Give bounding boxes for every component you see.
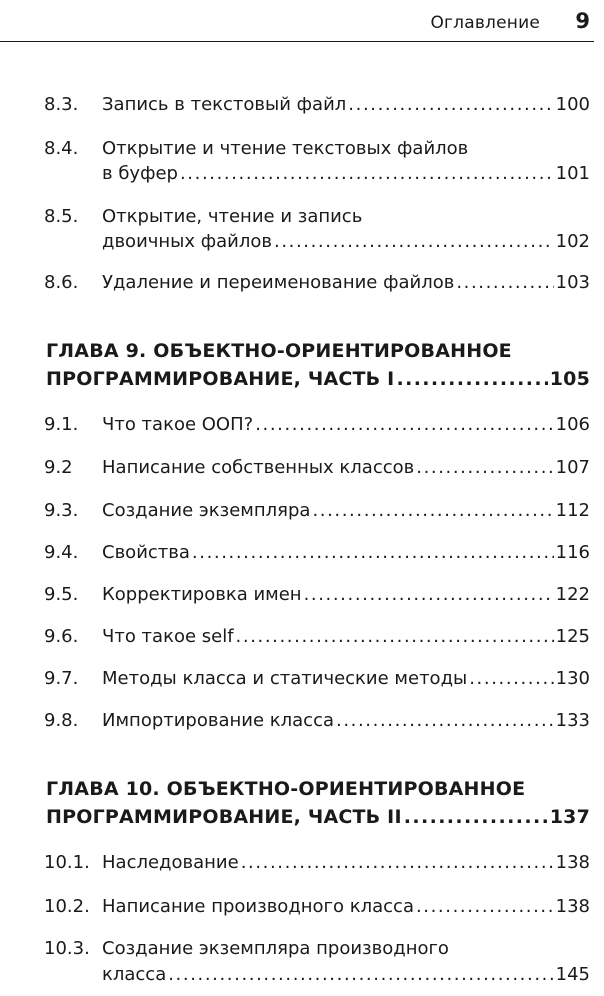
toc-entry-title: Что такое ООП?: [102, 414, 254, 435]
toc-entry-title: Запись в текстовый файл: [102, 94, 347, 115]
toc-entry-page: 138: [555, 852, 590, 873]
toc-entry-line: [102, 542, 590, 566]
chapter-title-line-with-page: [46, 368, 590, 392]
toc-entry-line: [102, 852, 590, 876]
toc-entry-page: 130: [555, 668, 590, 689]
toc-entry-title: в буфер: [102, 163, 178, 184]
toc-entry-title-line: Открытие и чтение текстовых файлов: [102, 138, 469, 159]
dot-leader: [404, 806, 548, 828]
toc-entry-number: 8.6.: [44, 272, 79, 293]
toc-entry-page: 125: [555, 626, 590, 647]
toc-entry-title: Корректировка имен: [102, 584, 302, 605]
toc-entry-line: [102, 626, 590, 650]
chapter-page: 137: [549, 806, 590, 828]
toc-entry-line: [102, 94, 590, 118]
toc-entry-title: Удаление и переименование файлов: [102, 272, 455, 293]
toc-entry-line: [102, 231, 590, 255]
chapter-title-line: ГЛАВА 10. ОБЪЕКТНО-ОРИЕНТИРОВАННОЕ: [46, 778, 526, 800]
dot-leader: [255, 414, 553, 435]
toc-entry-page: 107: [555, 457, 590, 478]
toc-entry-number: 10.2.: [44, 896, 90, 917]
dot-leader: [236, 626, 554, 647]
toc-entry-line: [102, 668, 590, 692]
toc-entry-title-line: Открытие, чтение и запись: [102, 206, 363, 227]
dot-leader: [180, 163, 554, 184]
dot-leader: [304, 584, 554, 605]
toc-entry-page: 145: [555, 964, 590, 985]
toc-entry-title: двоичных файлов: [102, 231, 272, 252]
chapter-title-line: ГЛАВА 9. ОБЪЕКТНО-ОРИЕНТИРОВАННОЕ: [46, 340, 512, 362]
toc-entry-line: [102, 457, 590, 481]
toc-entry-title: Свойства: [102, 542, 190, 563]
dot-leader: [274, 231, 554, 252]
toc-entry-page: 106: [555, 414, 590, 435]
toc-entry-title: Написание собственных классов: [102, 457, 415, 478]
toc-entry-line: [102, 500, 590, 524]
dot-leader: [192, 542, 554, 563]
toc-entry-number: 9.7.: [44, 668, 79, 689]
dot-leader: [416, 896, 554, 917]
chapter-title-line-with-page: [46, 806, 590, 830]
toc-entry-title: Что такое self: [102, 626, 234, 647]
toc-entry-line: [102, 896, 590, 920]
running-header-page-number: 9: [575, 9, 590, 33]
dot-leader: [416, 457, 553, 478]
toc-entry-line: [102, 584, 590, 608]
toc-entry-line: [102, 710, 590, 734]
toc-entry-number: 9.5.: [44, 584, 79, 605]
toc-entry-line: [102, 163, 590, 187]
toc-entry-page: 103: [555, 272, 590, 293]
toc-entry-page: 133: [555, 710, 590, 731]
toc-entry-title: Создание экземпляра: [102, 500, 311, 521]
toc-entry-number: 9.2: [44, 457, 73, 478]
dot-leader: [168, 964, 553, 985]
toc-entry-number: 9.8.: [44, 710, 79, 731]
toc-entry-title: класса: [102, 964, 167, 985]
dot-leader: [469, 668, 553, 689]
chapter-title-line: ПРОГРАММИРОВАНИЕ, ЧАСТЬ I: [46, 368, 395, 390]
toc-entry-number: 9.3.: [44, 500, 79, 521]
toc-entry-title-line: Создание экземпляра производного: [102, 938, 449, 959]
toc-entry-number: 9.4.: [44, 542, 79, 563]
chapter-title-line: ПРОГРАММИРОВАНИЕ, ЧАСТЬ II: [46, 806, 402, 828]
toc-entry-title: Импортирование класса: [102, 710, 335, 731]
toc-entry-page: 122: [555, 584, 590, 605]
dot-leader: [312, 500, 553, 521]
header-rule: [0, 41, 594, 42]
toc-entry-line: [102, 414, 590, 438]
dot-leader: [396, 368, 547, 390]
toc-entry-page: 138: [555, 896, 590, 917]
toc-entry-line: [102, 964, 590, 988]
toc-entry-number: 9.6.: [44, 626, 79, 647]
toc-entry-page: 102: [555, 231, 590, 252]
toc-entry-page: 101: [555, 163, 590, 184]
toc-entry-page: 112: [555, 500, 590, 521]
toc-entry-page: 100: [555, 94, 590, 115]
toc-entry-title: Наследование: [102, 852, 239, 873]
toc-entry-title: Написание производного класса: [102, 896, 414, 917]
toc-entry-number: 8.4.: [44, 138, 79, 159]
toc-entry-page: 116: [555, 542, 590, 563]
dot-leader: [241, 852, 554, 873]
toc-entry-title: Методы класса и статические методы: [102, 668, 468, 689]
dot-leader: [336, 710, 554, 731]
toc-entry-line: [102, 272, 590, 296]
dot-leader: [456, 272, 553, 293]
chapter-page: 105: [549, 368, 590, 390]
toc-entry-number: 9.1.: [44, 414, 79, 435]
dot-leader: [348, 94, 553, 115]
toc-entry-number: 8.3.: [44, 94, 79, 115]
running-header: [0, 0, 604, 44]
toc-entry-number: 10.1.: [44, 852, 90, 873]
toc-entry-number: 8.5.: [44, 206, 79, 227]
running-header-title: Оглавление: [430, 13, 540, 33]
toc-entry-number: 10.3.: [44, 938, 90, 959]
